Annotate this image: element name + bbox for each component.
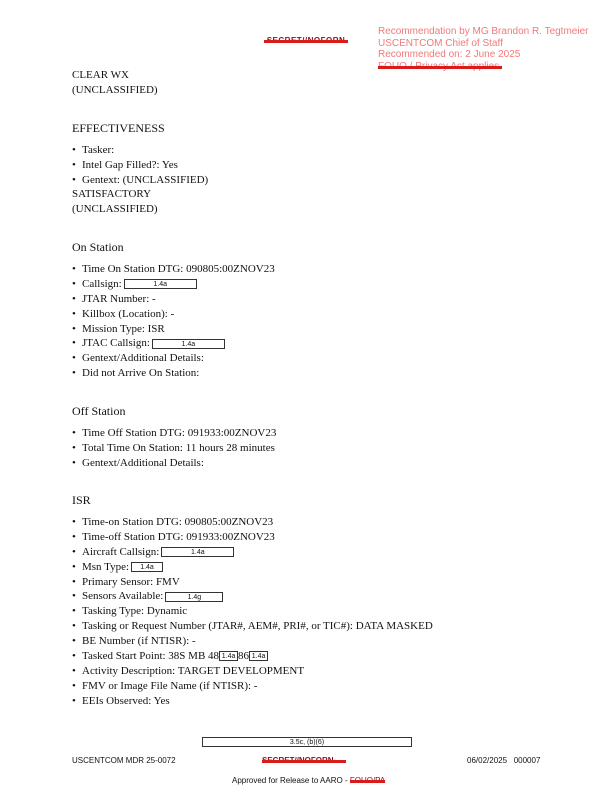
redaction-box: 1.4g: [165, 592, 223, 602]
off-station-list: [72, 426, 276, 471]
footer-classification: [262, 756, 334, 765]
isr-list: [72, 515, 433, 709]
release-struck-text: [350, 776, 385, 785]
list-item: • JTAC Callsign: 1.4a: [72, 336, 275, 351]
list-item: • Tasking or Request Number (JTAR#, AEM#, PRI#, or TIC#): DATA MASKED: [72, 619, 433, 634]
recommendation-stamp: [378, 26, 588, 72]
list-item: • Msn Type: 1.4a: [72, 560, 433, 575]
list-item: • Time-off Station DTG: 091933:00ZNOV23: [72, 530, 433, 545]
list-item: • Time Off Station DTG: 091933:00ZNOV23: [72, 426, 276, 441]
header-classification: [248, 36, 364, 45]
effectiveness-list: [72, 143, 208, 188]
weather-line: CLEAR WX: [72, 69, 129, 81]
release-line: Approved for Release to AARO -: [232, 776, 385, 785]
list-item: • Killbox (Location): -: [72, 307, 275, 322]
stamp-line: Recommendation by MG Brandon R. Tegtmeier: [378, 26, 589, 37]
redaction-box: 1.4a: [219, 651, 238, 661]
effectiveness-heading: EFFECTIVENESS: [72, 121, 165, 135]
classification-line: (UNCLASSIFIED): [72, 83, 158, 96]
strike-bar: [262, 760, 346, 763]
list-item: • Tasking Type: Dynamic: [72, 604, 433, 619]
list-item: • Gentext/Additional Details:: [72, 351, 275, 366]
list-item: • Tasked Start Point: 38S MB 48 1.4a 86 1.4a: [72, 649, 433, 664]
document-id: USCENTCOM MDR 25-0072: [72, 756, 176, 765]
list-item: • EEIs Observed: Yes: [72, 694, 433, 709]
intro-block: [72, 68, 158, 98]
list-item: • Callsign: 1.4a: [72, 277, 275, 292]
classification-line: (UNCLASSIFIED): [72, 202, 158, 215]
on-station-list: [72, 262, 275, 381]
footer-redaction-box: 3.5c, (b)(6): [202, 737, 412, 747]
list-item: • JTAR Number: -: [72, 292, 275, 307]
stamp-line: Recommended on: 2 June 2025: [378, 49, 521, 60]
stamp-line: USCENTCOM Chief of Staff: [378, 37, 503, 49]
on-station-heading: On Station: [72, 240, 124, 254]
strike-bar: [264, 40, 348, 43]
strike-bar: [378, 66, 502, 69]
list-item: • Mission Type: ISR: [72, 322, 275, 337]
rating-line: SATISFACTORY: [72, 188, 152, 200]
isr-heading: ISR: [72, 493, 91, 507]
list-item: • Gentext: (UNCLASSIFIED): [72, 173, 208, 188]
strike-bar: [350, 780, 385, 783]
off-station-heading: Off Station: [72, 404, 126, 418]
redaction-box: 1.4a: [152, 339, 225, 349]
list-item: • Primary Sensor: FMV: [72, 575, 433, 590]
date-page-number: 06/02/2025 000007: [467, 756, 541, 765]
list-item: • Sensors Available: 1.4g: [72, 589, 433, 604]
redaction-box: 1.4a: [249, 651, 268, 661]
list-item: • Did not Arrive On Station:: [72, 366, 275, 381]
list-item: • BE Number (if NTISR): -: [72, 634, 433, 649]
redaction-box: 1.4a: [124, 279, 197, 289]
list-item: • Time On Station DTG: 090805:00ZNOV23: [72, 262, 275, 277]
redaction-box: 1.4a: [131, 562, 163, 572]
list-item: • Intel Gap Filled?: Yes: [72, 158, 208, 173]
list-item: • Gentext/Additional Details:: [72, 456, 276, 471]
list-item: • Time-on Station DTG: 090805:00ZNOV23: [72, 515, 433, 530]
list-item: • Aircraft Callsign: 1.4a: [72, 545, 433, 560]
list-item: • FMV or Image File Name (if NTISR): -: [72, 679, 433, 694]
stamp-line-struck: [378, 61, 588, 73]
effectiveness-result: [72, 187, 158, 217]
list-item: • Tasker:: [72, 143, 208, 158]
list-item: • Total Time On Station: 11 hours 28 minutes: [72, 441, 276, 456]
list-item: • Activity Description: TARGET DEVELOPMENT: [72, 664, 433, 679]
redaction-box: 1.4a: [161, 547, 234, 557]
